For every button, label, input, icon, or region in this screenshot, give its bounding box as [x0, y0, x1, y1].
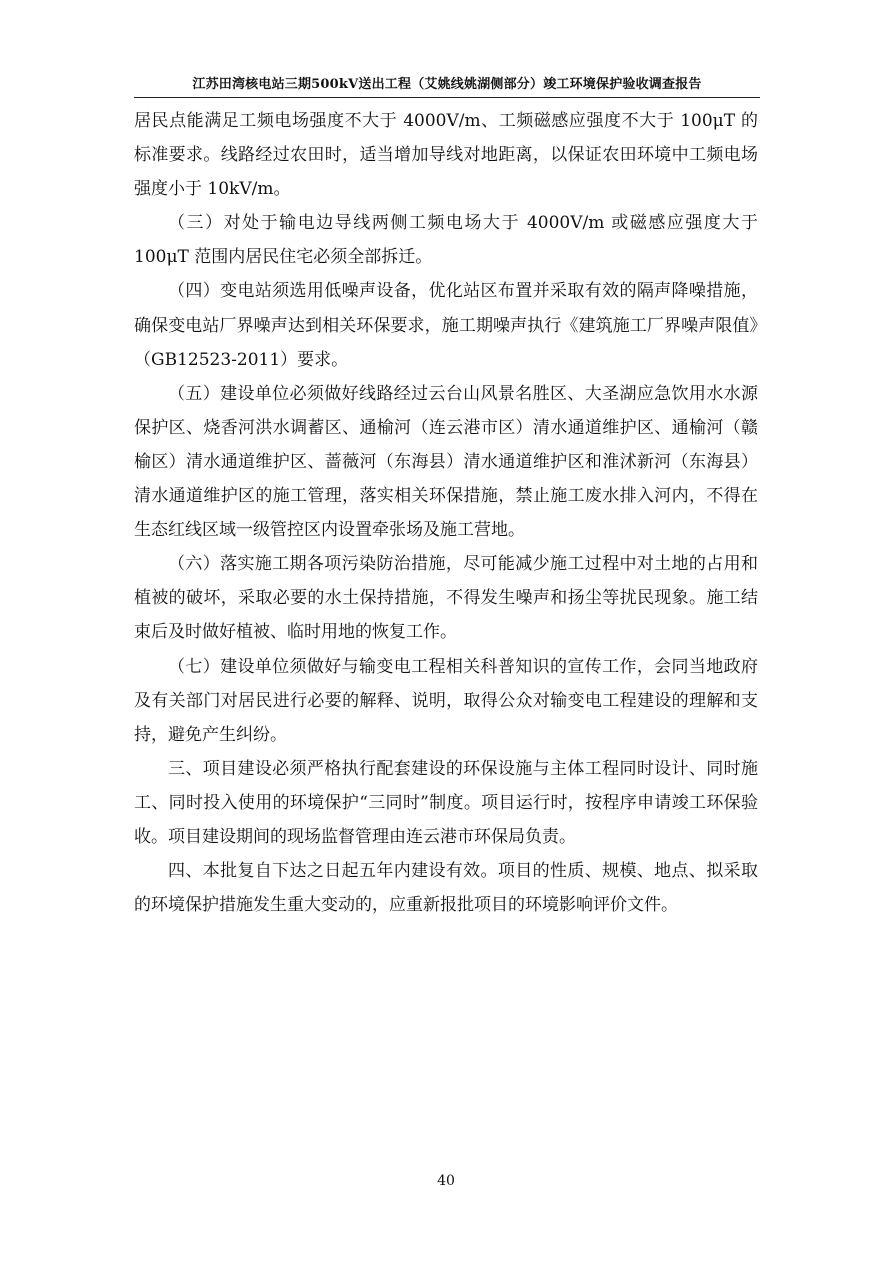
header-divider: [134, 97, 760, 98]
paragraph-continuation: 居民点能满足工频电场强度不大于 4000V/m、工频磁感应强度不大于 100μT 的标准要求。线路经过农田时，适当增加导线对地距离，以保证农田环境中工频电场强度小于 10kV/m。: [134, 111, 758, 200]
paragraph-item-4: （四）变电站须选用低噪声设备，优化站区布置并采取有效的隔声降噪措施，确保变电站厂界噪声达到相关环保要求，施工期噪声执行《建筑施工厂界噪声限值》（GB12523-2011）要求。: [134, 281, 758, 370]
document-header: 江苏田湾核电站三期500kV送出工程（艾姚线姚湖侧部分）竣工环境保护验收调查报告: [192, 77, 702, 92]
paragraph-item-3: （三）对处于输电边导线两侧工频电场大于 4000V/m 或磁感应强度大于 100μT 范围内居民住宅必须全部拆迁。: [134, 213, 758, 268]
page-number: 40: [437, 1173, 455, 1189]
paragraph-item-5: （五）建设单位必须做好线路经过云台山风景名胜区、大圣湖应急饮用水水源保护区、烧香河洪水调蓄区、通榆河（连云港市区）清水通道维护区、通榆河（赣榆区）清水通道维护区、蔷薇河（东海县）清水通道维护区和淮沭新河（东海县）清水通道维护区的施工管理，落实相关环保措施，禁止施工废水排入河内，不得在生态红线区域一级管控区内设置牵张场及施工营地。: [134, 383, 758, 541]
paragraph-section-4: 四、本批复自下达之日起五年内建设有效。项目的性质、规模、地点、拟采取的环境保护措施发生重大变动的，应重新报批项目的环境影响评价文件。: [134, 861, 758, 916]
document-body: [134, 104, 758, 922]
paragraph-item-7: （七）建设单位须做好与输变电工程相关科普知识的宣传工作，会同当地政府及有关部门对居民进行必要的解释、说明，取得公众对输变电工程建设的理解和支持，避免产生纠纷。: [134, 656, 758, 745]
paragraph-section-3: 三、项目建设必须严格执行配套建设的环保设施与主体工程同时设计、同时施工、同时投入使用的环境保护“三同时”制度。项目运行时，按程序申请竣工环保验收。项目建设期间的现场监督管理由连云港市环保局负责。: [134, 758, 758, 847]
paragraph-item-6: （六）落实施工期各项污染防治措施，尽可能减少施工过程中对土地的占用和植被的破坏，采取必要的水土保持措施，不得发生噪声和扬尘等扰民现象。施工结束后及时做好植被、临时用地的恢复工作。: [134, 554, 758, 643]
